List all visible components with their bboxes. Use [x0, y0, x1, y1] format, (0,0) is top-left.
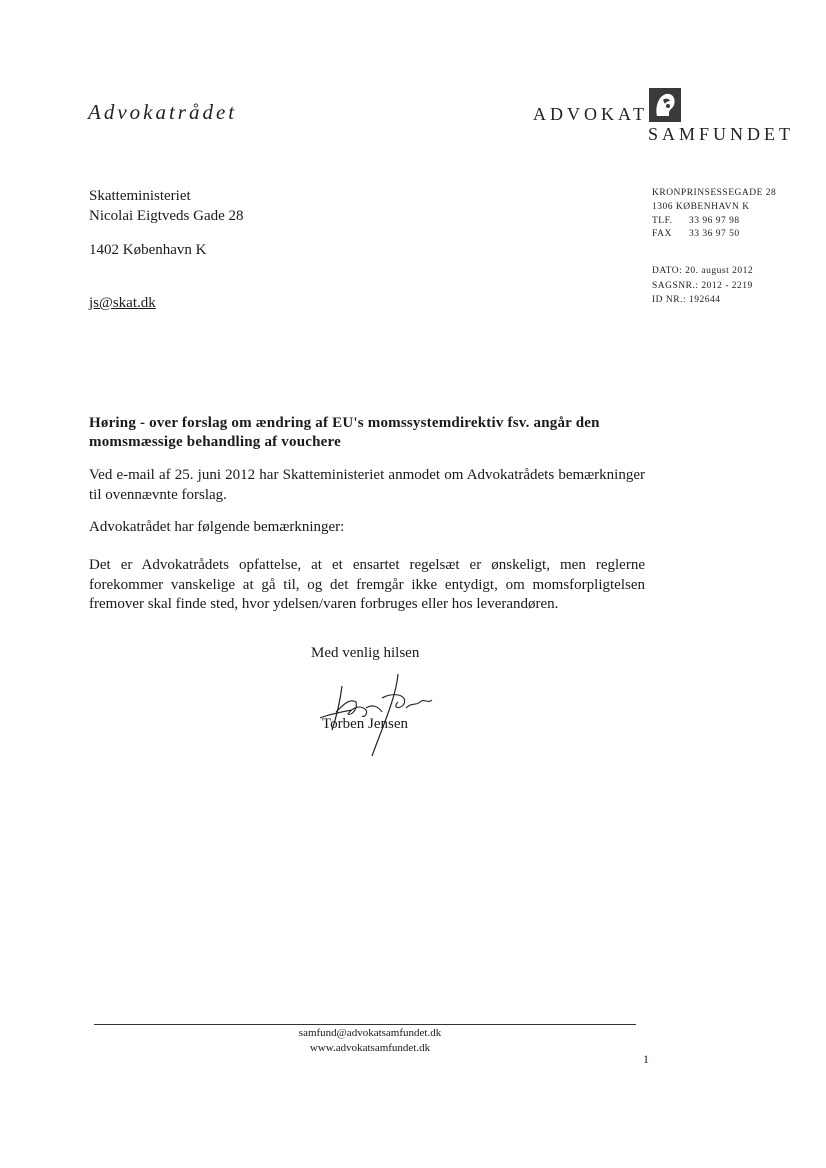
- id-number-line: ID NR.: 192644: [652, 295, 721, 306]
- phone-number: 33 96 97 98: [689, 215, 740, 226]
- phone-label: TLF.: [652, 215, 673, 226]
- footer-divider: [94, 1024, 636, 1025]
- case-number-line: SAGSNR.: 2012 - 2219: [652, 280, 753, 291]
- recipient-name: Skatteministeriet: [89, 188, 191, 204]
- page-number: 1: [643, 1052, 649, 1066]
- sender-fax: [652, 228, 776, 242]
- footer-email-link[interactable]: samfund@advokatsamfundet.dk: [298, 1027, 442, 1039]
- body-paragraph-2: Advokatrådet har følgende bemærkninger:: [89, 519, 345, 535]
- recipient-address: [89, 186, 244, 226]
- sender-street: KRONPRINSESSEGADE 28: [652, 188, 777, 198]
- footer-website-link[interactable]: www.advokatsamfundet.dk: [309, 1042, 431, 1054]
- fax-label: FAX: [652, 229, 672, 240]
- sender-postal: 1306 KØBENHAVN K: [652, 201, 750, 212]
- recipient-street: Nicolai Eigtveds Gade 28: [89, 208, 244, 224]
- body-paragraph-3: Det er Advokatrådets opfattelse, at et ensartet regelsæt er ønskeligt, men reglerne forekommer vanskelige at gå til, og det fremgår ikke entydigt, om momsforpligtelsen fremover skal finde sted, hvor ydelsen/varen forbruges eller hos leverandøren.: [89, 557, 645, 612]
- reference-block: [652, 264, 753, 308]
- date-line: DATO: 20. august 2012: [652, 266, 754, 276]
- brand-advokat: ADVOKAT: [533, 104, 648, 124]
- brand-samfundet: SAMFUNDET: [648, 124, 795, 144]
- handwritten-signature: [312, 668, 462, 758]
- sender-contact-block: [652, 187, 776, 242]
- sender-phone: [652, 215, 776, 229]
- fax-number: 33 36 97 50: [689, 229, 740, 240]
- recipient-city: 1402 København K: [89, 242, 207, 258]
- letterhead-advokatraadet: Advokatrådet: [88, 100, 238, 124]
- recipient-email-link[interactable]: js@skat.dk: [89, 295, 156, 311]
- advokatsamfundet-logo-icon: [649, 88, 681, 122]
- closing-greeting: Med venlig hilsen: [311, 645, 420, 661]
- body-paragraph-1: Ved e-mail af 25. juni 2012 har Skatteministeriet anmodet om Advokatrådets bemærkninger til ovennævnte forslag.: [89, 467, 645, 503]
- signer-name: Torben Jensen: [322, 716, 409, 732]
- subject-heading: Høring - over forslag om ændring af EU's momssystemdirektiv fsv. angår den momsmæssige behandling af vouchere: [89, 415, 600, 450]
